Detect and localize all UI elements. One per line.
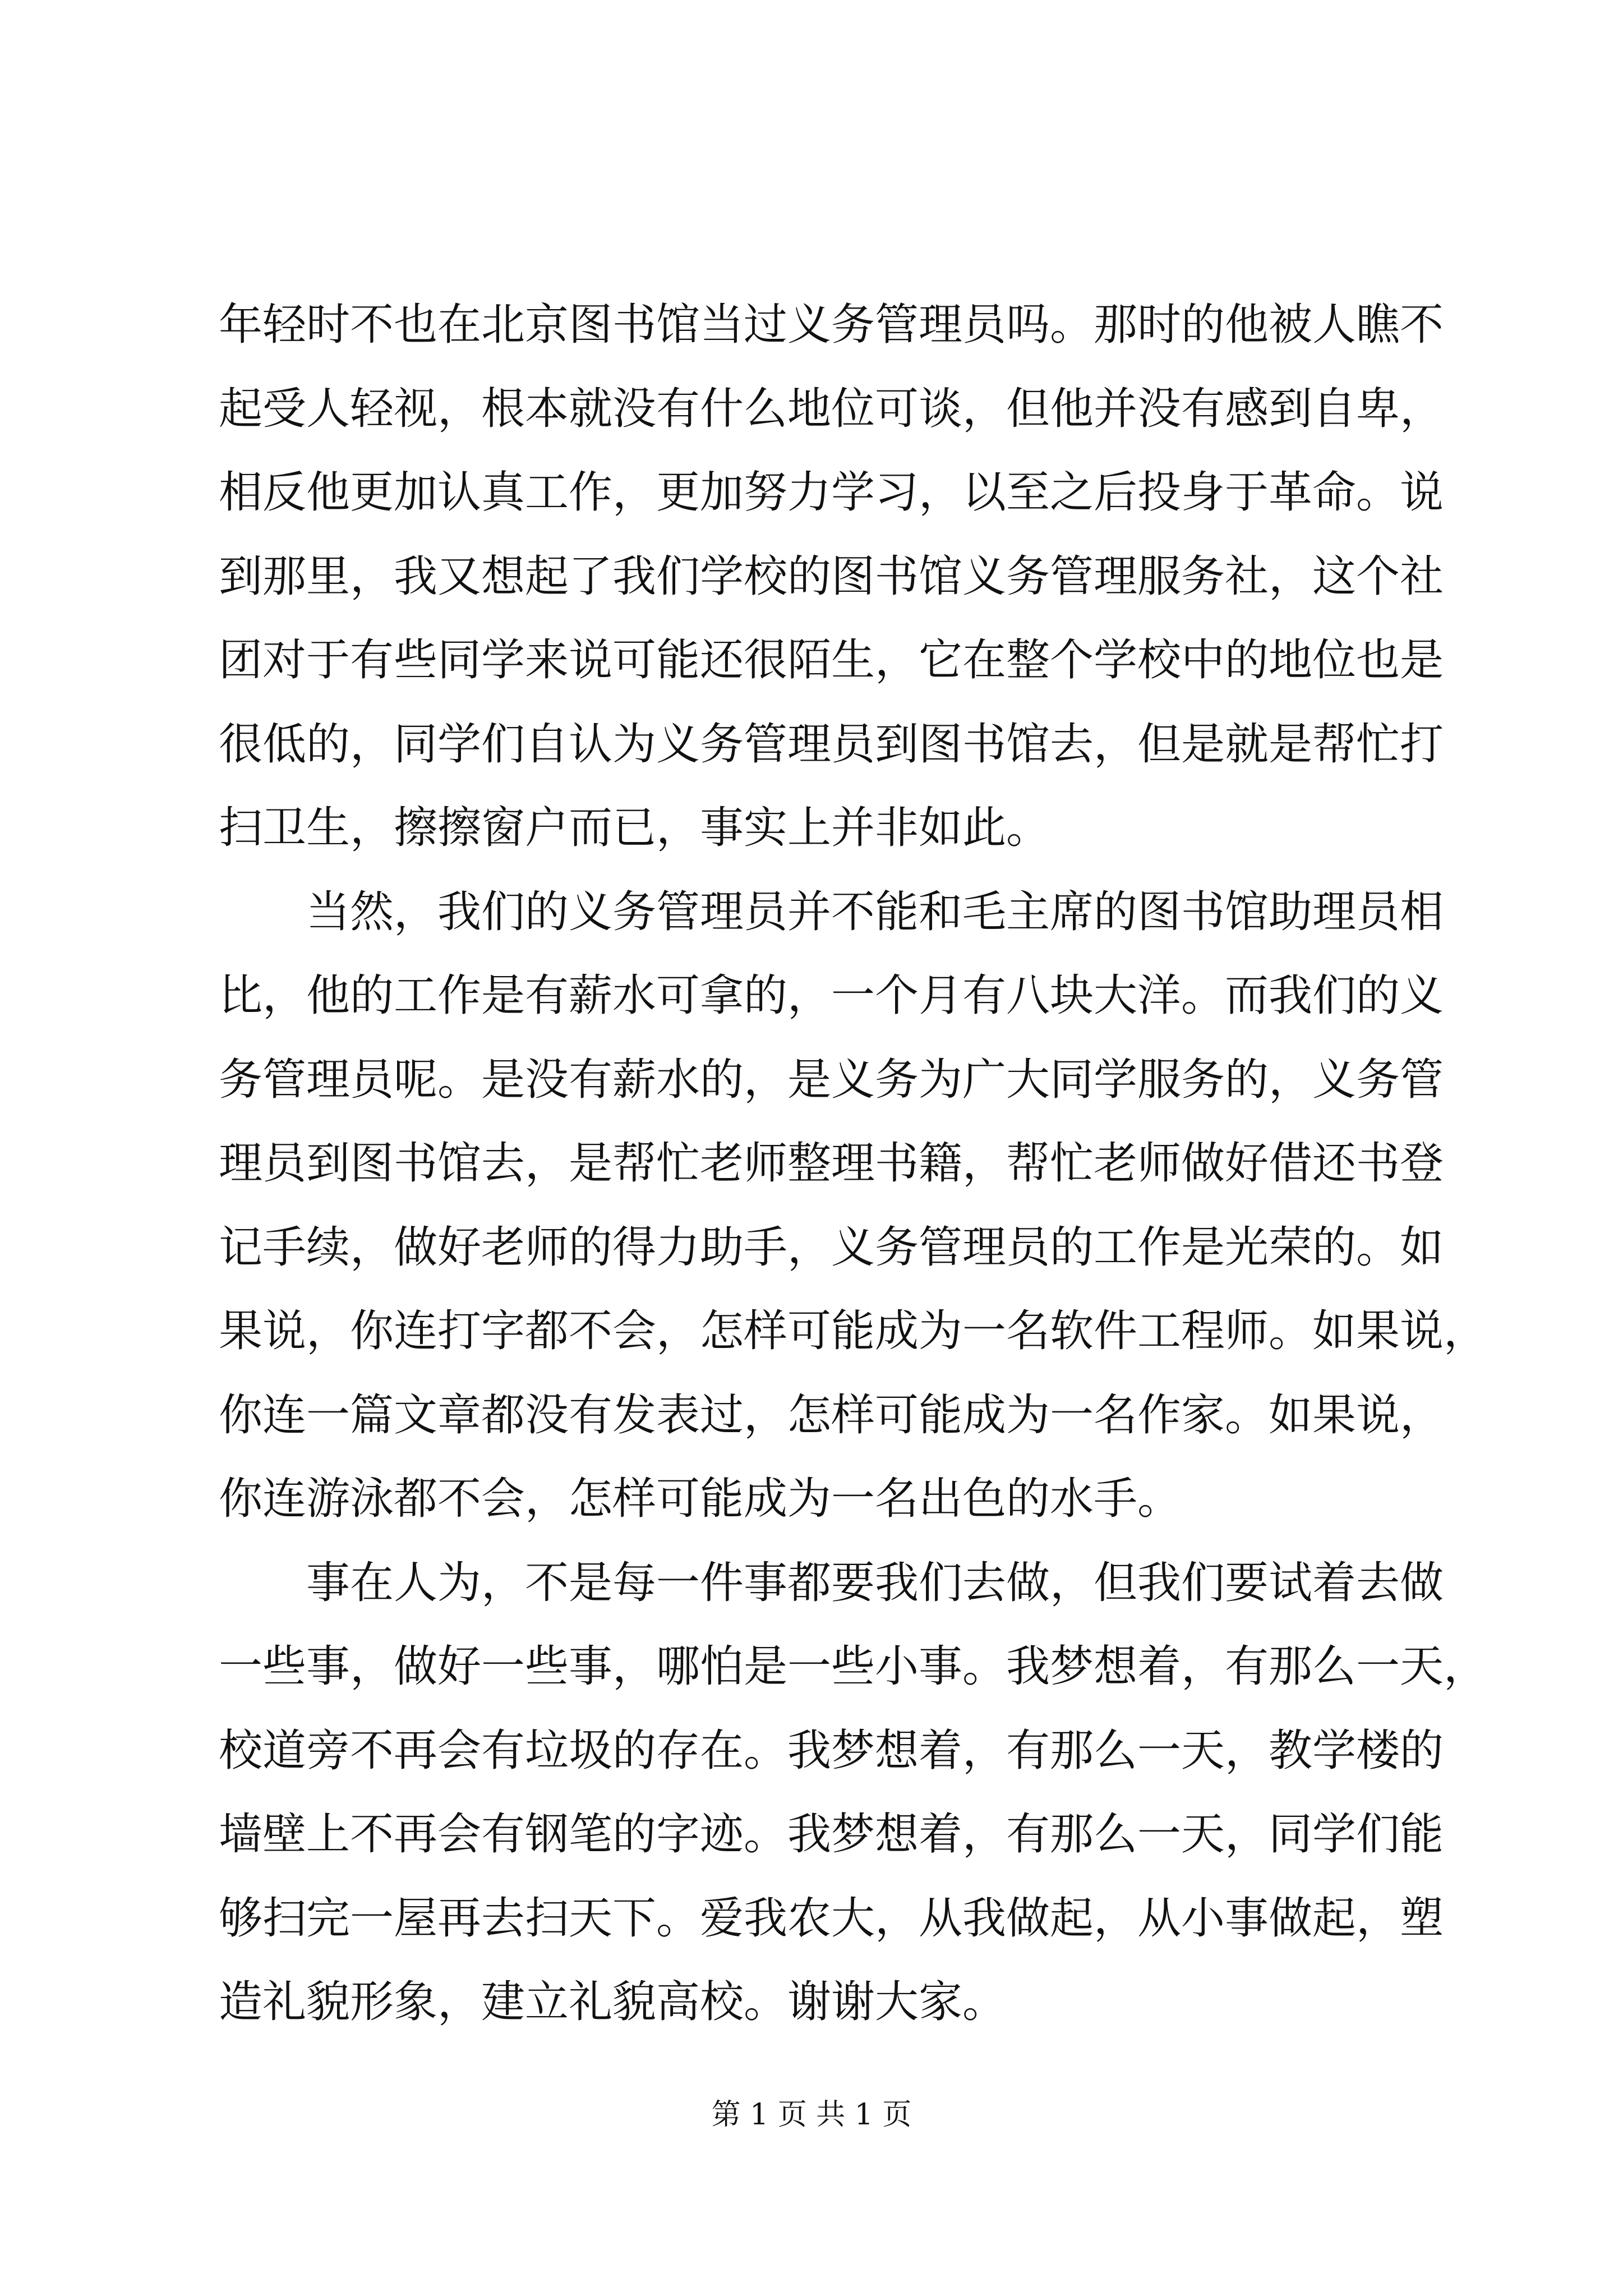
- text-line: 年轻时不也在北京图书馆当过义务管理员吗。那时的他被人瞧不: [219, 300, 1444, 350]
- text-line: 起受人轻视，根本就没有什么地位可谈，但他并没有感到自卑，: [219, 383, 1444, 434]
- text-line: 很低的，同学们自认为义务管理员到图书馆去，但是就是帮忙打: [219, 719, 1444, 770]
- text-line: 相反他更加认真工作，更加努力学习，以至之后投身于革命。说: [219, 467, 1444, 518]
- text-line: 你连一篇文章都没有发表过，怎样可能成为一名作家。如果说，: [219, 1389, 1444, 1441]
- paragraph-start-line: 当然，我们的义务管理员并不能和毛主席的图书馆助理员相: [306, 886, 1444, 937]
- text-line: 校道旁不再会有垃圾的存在。我梦想着，有那么一天，教学楼的: [219, 1725, 1444, 1776]
- page-footer: 第 1 页 共 1 页: [711, 2098, 912, 2132]
- text-line: 造礼貌形象，建立礼貌高校。谢谢大家。: [219, 1977, 1007, 2027]
- text-line: 扫卫生，擦擦窗户而已，事实上并非如此。: [219, 803, 1050, 853]
- text-line: 够扫完一屋再去扫天下。爱我农大，从我做起，从小事做起，塑: [219, 1893, 1444, 1944]
- paragraph-start-line: 事在人为，不是每一件事都要我们去做，但我们要试着去做: [306, 1557, 1444, 1608]
- text-line: 墙壁上不再会有钢笔的字迹。我梦想着，有那么一天，同学们能: [219, 1809, 1444, 1860]
- text-line: 比，他的工作是有薪水可拿的，一个月有八块大洋。而我们的义: [219, 970, 1444, 1021]
- text-line: 团对于有些同学来说可能还很陌生，它在整个学校中的地位也是: [219, 635, 1444, 685]
- document-body: [219, 283, 1488, 2045]
- text-line: 到那里，我又想起了我们学校的图书馆义务管理服务社，这个社: [219, 551, 1444, 602]
- text-line: 你连游泳都不会，怎样可能成为一名出色的水手。: [219, 1474, 1182, 1524]
- text-line: 果说，你连打字都不会，怎样可能成为一名软件工程师。如果说，: [219, 1306, 1488, 1356]
- text-line: 一些事，做好一些事，哪怕是一些小事。我梦想着，有那么一天，: [219, 1641, 1488, 1692]
- text-line: 记手续，做好老师的得力助手，义务管理员的工作是光荣的。如: [219, 1222, 1444, 1273]
- text-line: 理员到图书馆去，是帮忙老师整理书籍，帮忙老师做好借还书登: [219, 1138, 1444, 1189]
- text-line: 务管理员呢。是没有薪水的，是义务为广大同学服务的，义务管: [219, 1054, 1444, 1105]
